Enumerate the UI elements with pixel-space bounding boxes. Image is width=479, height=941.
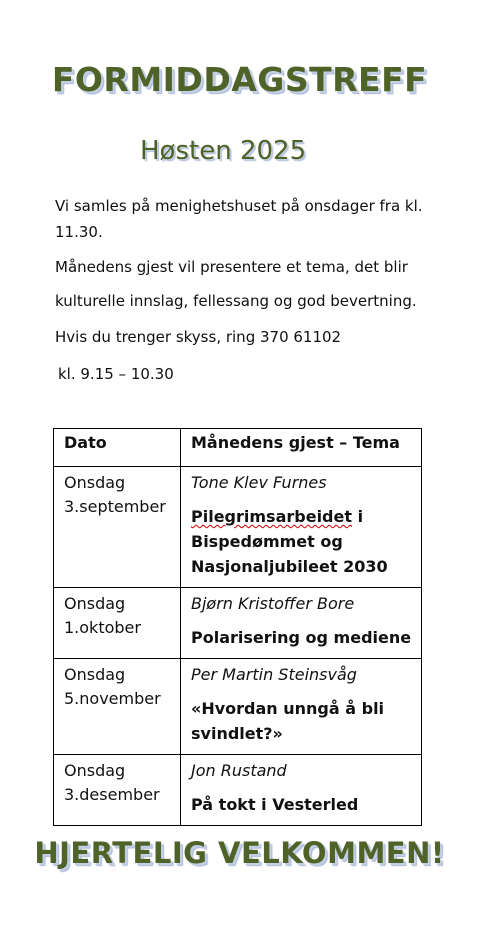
weekday: Onsdag bbox=[64, 594, 126, 613]
topic bbox=[191, 504, 412, 579]
topic: På tokt i Vesterled bbox=[191, 795, 359, 814]
date-cell bbox=[54, 755, 181, 826]
date: 1.oktober bbox=[64, 618, 141, 637]
date-cell bbox=[54, 659, 181, 755]
topic: «Hvordan unngå å bli svindlet?» bbox=[191, 699, 385, 743]
weekday: Onsdag bbox=[64, 761, 126, 780]
guest-name: Tone Klev Furnes bbox=[191, 473, 327, 492]
table-row bbox=[54, 588, 422, 659]
header-guest-topic: Månedens gjest – Tema bbox=[181, 429, 422, 467]
date: 3.september bbox=[64, 497, 166, 516]
intro-meeting-info: Vi samles på menighetshuset på onsdager fra kl. 11.30. bbox=[55, 197, 423, 241]
page-subtitle: Høsten 2025 bbox=[140, 136, 307, 166]
intro-transport-info: Hvis du trenger skyss, ring 370 61102 bbox=[55, 328, 342, 346]
table-header-row bbox=[54, 429, 422, 467]
guest-name: Jon Rustand bbox=[191, 761, 287, 780]
guest-topic-cell bbox=[181, 659, 422, 755]
table-row bbox=[54, 659, 422, 755]
topic: Polarisering og mediene bbox=[191, 628, 412, 647]
welcome-banner: HJERTELIG VELKOMMEN! bbox=[34, 836, 445, 870]
date: 5.november bbox=[64, 689, 161, 708]
spellcheck-word: Pilegrimsarbeidet bbox=[191, 507, 352, 526]
date: 3.desember bbox=[64, 785, 160, 804]
guest-name: Per Martin Steinsvåg bbox=[191, 665, 357, 684]
date-cell bbox=[54, 588, 181, 659]
guest-topic-cell bbox=[181, 467, 422, 588]
schedule-table bbox=[53, 428, 422, 826]
weekday: Onsdag bbox=[64, 665, 126, 684]
guest-topic-cell bbox=[181, 755, 422, 826]
weekday: Onsdag bbox=[64, 473, 126, 492]
topic-rest: i Bispedømmet og Nasjonaljubileet 2030 bbox=[191, 507, 388, 576]
date-cell bbox=[54, 467, 181, 588]
guest-topic-cell bbox=[181, 588, 422, 659]
intro-program-info: kulturelle innslag, fellessang og god bevertning. bbox=[55, 292, 417, 310]
page-title: FORMIDDAGSTREFF bbox=[51, 60, 428, 99]
table-row bbox=[54, 755, 422, 826]
table-row bbox=[54, 467, 422, 588]
intro-phone-hours: kl. 9.15 – 10.30 bbox=[58, 365, 174, 383]
header-date: Dato bbox=[54, 429, 181, 467]
guest-name: Bjørn Kristoffer Bore bbox=[191, 594, 355, 613]
intro-guest-info: Månedens gjest vil presentere et tema, det blir bbox=[55, 258, 408, 276]
